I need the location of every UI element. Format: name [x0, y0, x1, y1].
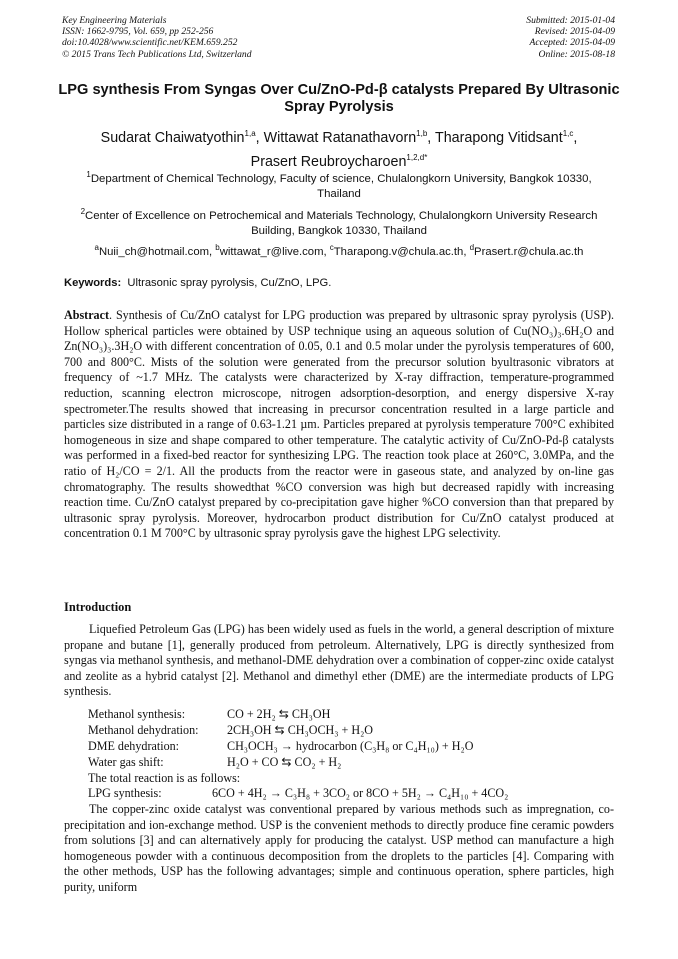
reaction-equation: CH₃OCH₃ → hydrocarbon (C₃H₈ or C₄H₁₀) + H₂O	[227, 739, 474, 753]
reaction-line	[88, 755, 341, 771]
author-sup: 1,c	[562, 129, 574, 138]
journal-name: Key Engineering Materials	[62, 15, 167, 26]
affiliation-text: Center of Excellence on Petrochemical and Materials Technology, Chulalongkorn University Research Building, Bangkok 10330, Thailand	[85, 209, 598, 237]
reaction-label: Methanol dehydration:	[88, 723, 199, 737]
author-name: Sudarat Chaiwatyothin	[100, 129, 245, 146]
abstract-label: Abstract	[64, 308, 110, 322]
email-link[interactable]: Tharapong.v@chula.ac.th,	[333, 245, 470, 258]
paragraph-text: The copper-zinc oxide catalyst was conventional prepared by various methods such as impregnation, co-precipitation and ion-exchange method. USP is the convenient methods to directly produce fine ceramic powders from solutions [3] and can alternatively apply for producing the catalyst. USP method can manufacture a high homogeneous powder with a continuous decomposition from the droplets to the particles [4]. Comparing with the other methods, USP has the following advantages; simple and continuous operation, sphere particles, high purity, uniform	[64, 802, 614, 894]
section-heading-introduction: Introduction	[64, 600, 132, 614]
email-link[interactable]: Nuii_ch@hotmail.com,	[98, 245, 216, 258]
reaction-line	[88, 739, 473, 755]
email-link[interactable]: wittawat_r@live.com,	[219, 245, 330, 258]
revised-date: Revised: 2015-04-09	[534, 26, 615, 38]
email-sup: b	[215, 243, 220, 252]
affiliation-1	[72, 167, 606, 202]
total-reaction-label: The total reaction is as follows:	[88, 771, 241, 785]
author-list: Sudarat Chaiwatyothin$^{1,a}$, Wittawat Ratanathavorn$^{1,b}$, Tharapong Vitidsant$^{1,c}$, Prasert Reubroycharoen$^{1,2,d*}$	[100, 129, 578, 170]
reaction-equation: 6CO + 4H₂ → C₃H₈ + 3CO₂ or 8CO + 5H₂ → C₄H₁₀ + 4CO₂	[212, 786, 509, 800]
keywords-text: Ultrasonic spray pyrolysis, Cu/ZnO, LPG.	[127, 277, 332, 289]
abstract-text: . Synthesis of Cu/ZnO catalyst for LPG production was prepared by ultrasonic spray pyrolysis (USP). Hollow spherical particles were obtained by USP technique using an aqueous solution of Cu(NO₃)₃.6H₂O and Zn(NO₃)₃.3H₂O with different concentration of 0.05, 0.1 and 0.5 molar under the pyrolysis temperatures of 600, 700 and 800°C. Mists of the solution were generated from the precursor solution byultrasonic vibrators at frequency of ~1.7 MHz. The catalysts were characterized by X-ray diffraction, temperature-programmed reduction, scanning electron microscope, nitrogen adsorption-desorption, and energy dispersive X-ray spectrometer.The results showed that increasing in precursor concentration resulted in a large particle and particles size distributed in a range of 0.63-1.21 µm. Particles prepared at pyrolysis temperature 700°C exhibited homogeneous in size and shape compared to other temperature. The catalytic activity of Cu/ZnO-Pd-β catalysts was performed in a fixed-bed reactor for synthesizing LPG. The reaction took place at 260°C, 3.0MPa, and the ratio of H₂/CO = 2/1. All the products from the reactor were in gaseous state, and analyzed by on-line gas chromatography. The results showedthat %CO conversion was high but decreased rapidly with increasing reaction time. Cu/ZnO catalyst prepared by co-precipitation gave higher %CO conversion than that prepared by ultrasonic spray pyrolysis. Moreover, hydrocarbon product distribution for Cu/ZnO catalyst produced at concentration 0.1 M 700°C by ultrasonic spray pyrolysis gave the highest LPG selectivity.	[64, 308, 614, 541]
email-list	[50, 240, 628, 260]
author-sup: 1,a	[244, 129, 256, 138]
affiliation-text: Department of Chemical Technology, Faculty of science, Chulalongkorn University, Bangkok 10330, Thailand	[90, 172, 592, 200]
email-link[interactable]: Prasert.r@chula.ac.th	[474, 245, 584, 258]
email-sup: c	[329, 243, 334, 252]
email-sup: a	[94, 243, 99, 252]
author-name: Tharapong Vitidsant	[434, 129, 563, 146]
abstract	[64, 308, 614, 542]
keywords-label: Keywords:	[64, 277, 122, 289]
affiliation-2	[72, 204, 606, 239]
affiliation-sup: 1	[86, 170, 91, 179]
copyright: © 2015 Trans Tech Publications Ltd, Switzerland	[62, 48, 252, 60]
introduction-paragraph-1	[64, 622, 614, 700]
reaction-equation: H₂O + CO ⇆ CO₂ + H₂	[227, 755, 342, 769]
affiliation-sup: 2	[80, 207, 86, 216]
author-sup: 1,b	[416, 129, 428, 138]
online-date: Online: 2015-08-18	[538, 48, 615, 60]
journal-header	[62, 15, 252, 60]
keywords	[64, 276, 624, 291]
reaction-label: DME dehydration:	[88, 739, 180, 753]
dates-header	[526, 15, 615, 60]
paper-title: LPG synthesis From Syngas Over Cu/ZnO-Pd-β catalysts Prepared By Ultrasonic Spray Pyrolysis	[58, 82, 620, 115]
reaction-line	[88, 786, 508, 802]
accepted-date: Accepted: 2015-04-09	[529, 37, 615, 49]
author-name: Wittawat Ratanathavorn	[263, 129, 417, 146]
reaction-label: LPG synthesis:	[88, 786, 162, 800]
reaction-line	[88, 707, 330, 723]
reaction-label: Water gas shift:	[88, 755, 164, 769]
author-name: Prasert Reubroycharoen	[250, 153, 407, 170]
reaction-line	[88, 723, 373, 739]
reaction-equation: CO + 2H₂ ⇆ CH₃OH	[227, 707, 331, 721]
reaction-label: Methanol synthesis:	[88, 707, 186, 721]
email-sup: d	[469, 243, 475, 252]
introduction-paragraph-2	[64, 802, 614, 896]
issn: ISSN: 1662-9795, Vol. 659, pp 252-256	[62, 26, 214, 38]
author-sup: 1,2,d*	[406, 152, 428, 162]
doi: doi:10.4028/www.scientific.net/KEM.659.252	[62, 37, 238, 49]
submitted-date: Submitted: 2015-01-04	[526, 15, 615, 26]
reaction-equation: 2CH₃OH ⇆ CH₃OCH₃ + H₂O	[227, 723, 374, 737]
paragraph-text: Liquefied Petroleum Gas (LPG) has been widely used as fuels in the world, a general description of mixture propane and butane [1], generally produced from petroleum. Alternatively, LPG is directly synthesized from syngas via methanol synthesis, and methanol-DME dehydration over a combination of copper-zinc oxide catalyst and zeolite as a hybrid catalyst [2]. Methanol and dimethyl ether (DME) are the intermediate products of LPG synthesis.	[64, 622, 614, 699]
